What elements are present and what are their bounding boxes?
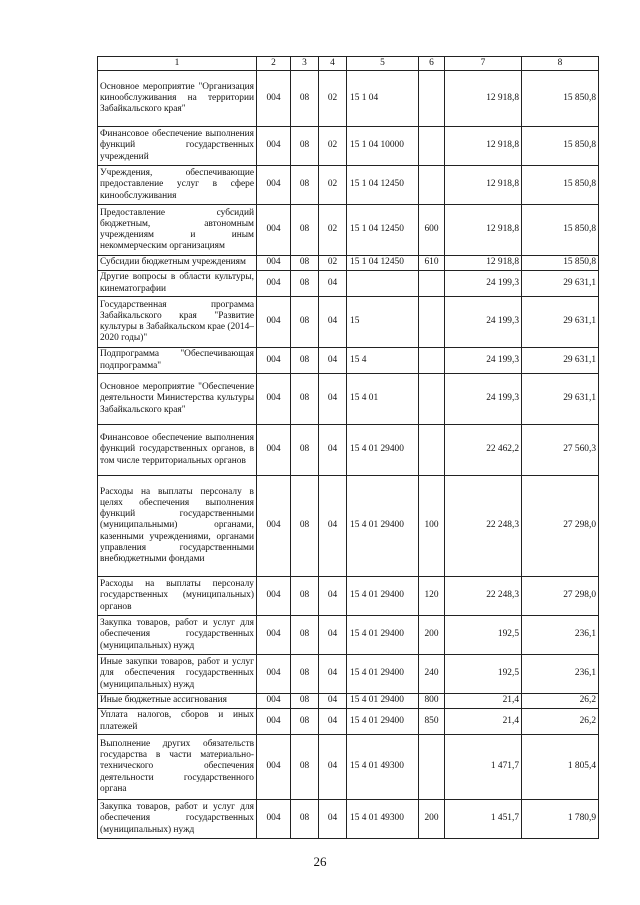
row-expense-type-cell: [419, 271, 445, 297]
table-row: [98, 476, 599, 577]
row-expense-type-cell: 600: [419, 205, 445, 256]
row-expense-type-cell: 200: [419, 616, 445, 655]
row-name-cell: Закупка товаров, работ и услуг для обеспечения государственных (муниципальных) нужд: [98, 616, 257, 655]
row-subsection-cell: 04: [319, 348, 347, 374]
row-admin-cell: 004: [257, 374, 291, 425]
row-name-cell: Субсидии бюджетным учреждениям: [98, 256, 257, 271]
row-section-cell: 08: [291, 71, 319, 127]
row-subsection-cell: 02: [319, 205, 347, 256]
table-row: [98, 425, 599, 476]
row-amount-cell: 192,5: [445, 616, 522, 655]
row-name-cell: Иные закупки товаров, работ и услуг для обеспечения государственных (муниципальных) нужд: [98, 655, 257, 694]
row-section-cell: 08: [291, 800, 319, 839]
row-admin-cell: 004: [257, 735, 291, 800]
row-target-code-cell: 15 4 01 29400: [347, 694, 419, 709]
row-expense-type-cell: [419, 425, 445, 476]
row-admin-cell: 004: [257, 271, 291, 297]
table-row: [98, 205, 599, 256]
row-amount-cell: 15 850,8: [522, 71, 599, 127]
header-cell: 8: [522, 57, 599, 71]
row-subsection-cell: 04: [319, 616, 347, 655]
row-name-cell: Финансовое обеспечение выполнения функций государственных учреждений: [98, 127, 257, 166]
row-expense-type-cell: [419, 348, 445, 374]
row-amount-cell: 21,4: [445, 709, 522, 735]
row-amount-cell: 27 560,3: [522, 425, 599, 476]
row-section-cell: 08: [291, 205, 319, 256]
row-amount-cell: 22 248,3: [445, 476, 522, 577]
row-admin-cell: 004: [257, 616, 291, 655]
table-row: [98, 71, 599, 127]
row-amount-cell: 236,1: [522, 655, 599, 694]
row-amount-cell: 12 918,8: [445, 127, 522, 166]
row-section-cell: 08: [291, 616, 319, 655]
row-section-cell: 08: [291, 271, 319, 297]
table-row: [98, 256, 599, 271]
row-amount-cell: 29 631,1: [522, 271, 599, 297]
row-admin-cell: 004: [257, 476, 291, 577]
row-name-cell: Расходы на выплаты персоналу государственных (муниципальных) органов: [98, 577, 257, 616]
row-section-cell: 08: [291, 256, 319, 271]
table-row: [98, 616, 599, 655]
row-subsection-cell: 04: [319, 709, 347, 735]
row-name-cell: Выполнение других обязательств государства в части материально-технического обеспечения деятельности государственного органа: [98, 735, 257, 800]
row-subsection-cell: 02: [319, 256, 347, 271]
row-name-cell: Закупка товаров, работ и услуг для обеспечения государственных (муниципальных) нужд: [98, 800, 257, 839]
row-section-cell: 08: [291, 577, 319, 616]
row-amount-cell: 24 199,3: [445, 374, 522, 425]
row-admin-cell: 004: [257, 577, 291, 616]
row-admin-cell: 004: [257, 166, 291, 205]
row-name-cell: Расходы на выплаты персоналу в целях обеспечения выполнения функций государственными (муниципальными) органами, казенными учреждениями, органами управления государственными внебюджетными фондами: [98, 476, 257, 577]
row-section-cell: 08: [291, 348, 319, 374]
row-expense-type-cell: [419, 735, 445, 800]
row-admin-cell: 004: [257, 127, 291, 166]
row-target-code-cell: 15 1 04 12450: [347, 166, 419, 205]
row-subsection-cell: 04: [319, 655, 347, 694]
row-amount-cell: 15 850,8: [522, 166, 599, 205]
table-body: [98, 57, 599, 839]
header-cell: 3: [291, 57, 319, 71]
row-name-cell: Учреждения, обеспечивающие предоставление услуг в сфере кинообслуживания: [98, 166, 257, 205]
row-admin-cell: 004: [257, 655, 291, 694]
row-section-cell: 08: [291, 374, 319, 425]
row-name-cell: Основное мероприятие "Организация кинообслуживания на территории Забайкальского края": [98, 71, 257, 127]
row-amount-cell: 27 298,0: [522, 476, 599, 577]
row-admin-cell: 004: [257, 709, 291, 735]
header-cell: 6: [419, 57, 445, 71]
row-amount-cell: 27 298,0: [522, 577, 599, 616]
row-amount-cell: 12 918,8: [445, 256, 522, 271]
row-target-code-cell: 15 1 04: [347, 71, 419, 127]
row-target-code-cell: 15 4 01 49300: [347, 735, 419, 800]
row-amount-cell: 12 918,8: [445, 205, 522, 256]
row-subsection-cell: 04: [319, 694, 347, 709]
row-section-cell: 08: [291, 709, 319, 735]
row-target-code-cell: 15 4 01 29400: [347, 616, 419, 655]
row-admin-cell: 004: [257, 425, 291, 476]
row-amount-cell: 236,1: [522, 616, 599, 655]
table-row: [98, 374, 599, 425]
row-subsection-cell: 04: [319, 271, 347, 297]
header-cell: 5: [347, 57, 419, 71]
row-target-code-cell: 15 1 04 10000: [347, 127, 419, 166]
row-target-code-cell: 15 1 04 12450: [347, 205, 419, 256]
row-amount-cell: 24 199,3: [445, 271, 522, 297]
row-target-code-cell: 15 4: [347, 348, 419, 374]
row-admin-cell: 004: [257, 800, 291, 839]
row-section-cell: 08: [291, 735, 319, 800]
row-subsection-cell: 04: [319, 577, 347, 616]
header-cell: 4: [319, 57, 347, 71]
row-expense-type-cell: 200: [419, 800, 445, 839]
row-admin-cell: 004: [257, 71, 291, 127]
table-row: [98, 735, 599, 800]
table-row: [98, 127, 599, 166]
row-name-cell: Уплата налогов, сборов и иных платежей: [98, 709, 257, 735]
row-subsection-cell: 04: [319, 476, 347, 577]
row-section-cell: 08: [291, 297, 319, 348]
row-amount-cell: 24 199,3: [445, 348, 522, 374]
row-amount-cell: 15 850,8: [522, 127, 599, 166]
row-amount-cell: 12 918,8: [445, 71, 522, 127]
row-subsection-cell: 02: [319, 166, 347, 205]
row-amount-cell: 26,2: [522, 709, 599, 735]
row-amount-cell: 1 471,7: [445, 735, 522, 800]
row-target-code-cell: 15 1 04 12450: [347, 256, 419, 271]
row-target-code-cell: 15 4 01 29400: [347, 476, 419, 577]
row-amount-cell: 15 850,8: [522, 205, 599, 256]
table-row: [98, 655, 599, 694]
row-section-cell: 08: [291, 694, 319, 709]
row-amount-cell: 29 631,1: [522, 348, 599, 374]
row-expense-type-cell: [419, 297, 445, 348]
row-amount-cell: 1 805,4: [522, 735, 599, 800]
row-section-cell: 08: [291, 425, 319, 476]
row-name-cell: Финансовое обеспечение выполнения функций государственных органов, в том числе территориальных органов: [98, 425, 257, 476]
row-admin-cell: 004: [257, 205, 291, 256]
header-cell: 1: [98, 57, 257, 71]
page-number: 26: [313, 854, 327, 869]
row-expense-type-cell: 800: [419, 694, 445, 709]
row-amount-cell: 24 199,3: [445, 297, 522, 348]
row-amount-cell: 1 451,7: [445, 800, 522, 839]
budget-table: [97, 56, 599, 839]
row-expense-type-cell: [419, 166, 445, 205]
header-row: [98, 57, 599, 71]
row-target-code-cell: 15 4 01 49300: [347, 800, 419, 839]
row-amount-cell: 22 462,2: [445, 425, 522, 476]
table-row: [98, 709, 599, 735]
row-subsection-cell: 02: [319, 71, 347, 127]
row-admin-cell: 004: [257, 297, 291, 348]
row-admin-cell: 004: [257, 694, 291, 709]
row-subsection-cell: 04: [319, 800, 347, 839]
row-target-code-cell: 15 4 01: [347, 374, 419, 425]
table-row: [98, 297, 599, 348]
table-row: [98, 694, 599, 709]
row-name-cell: Предоставление субсидий бюджетным, автономным учреждениям и иным некоммерческим организациям: [98, 205, 257, 256]
row-admin-cell: 004: [257, 348, 291, 374]
table-row: [98, 577, 599, 616]
row-name-cell: Основное мероприятие "Обеспечение деятельности Министерства культуры Забайкальского края": [98, 374, 257, 425]
row-expense-type-cell: [419, 374, 445, 425]
row-subsection-cell: 04: [319, 735, 347, 800]
row-amount-cell: 15 850,8: [522, 256, 599, 271]
row-target-code-cell: 15 4 01 29400: [347, 709, 419, 735]
row-expense-type-cell: 610: [419, 256, 445, 271]
header-cell: 7: [445, 57, 522, 71]
row-name-cell: Подпрограмма "Обеспечивающая подпрограмма": [98, 348, 257, 374]
row-amount-cell: 29 631,1: [522, 297, 599, 348]
row-amount-cell: 1 780,9: [522, 800, 599, 839]
row-name-cell: Государственная программа Забайкальского края "Развитие культуры в Забайкальском крае (2014–2020 годы)": [98, 297, 257, 348]
row-amount-cell: 22 248,3: [445, 577, 522, 616]
row-target-code-cell: 15 4 01 29400: [347, 655, 419, 694]
row-target-code-cell: 15: [347, 297, 419, 348]
row-name-cell: Другие вопросы в области культуры, кинематографии: [98, 271, 257, 297]
row-expense-type-cell: 240: [419, 655, 445, 694]
row-name-cell: Иные бюджетные ассигнования: [98, 694, 257, 709]
row-subsection-cell: 04: [319, 425, 347, 476]
row-target-code-cell: 15 4 01 29400: [347, 425, 419, 476]
row-expense-type-cell: 850: [419, 709, 445, 735]
row-expense-type-cell: [419, 127, 445, 166]
row-section-cell: 08: [291, 127, 319, 166]
row-target-code-cell: [347, 271, 419, 297]
header-cell: 2: [257, 57, 291, 71]
table-row: [98, 271, 599, 297]
row-section-cell: 08: [291, 655, 319, 694]
table-row: [98, 800, 599, 839]
row-target-code-cell: 15 4 01 29400: [347, 577, 419, 616]
row-amount-cell: 192,5: [445, 655, 522, 694]
row-subsection-cell: 04: [319, 297, 347, 348]
row-amount-cell: 12 918,8: [445, 166, 522, 205]
row-subsection-cell: 04: [319, 374, 347, 425]
row-expense-type-cell: 120: [419, 577, 445, 616]
table-row: [98, 166, 599, 205]
row-amount-cell: 21,4: [445, 694, 522, 709]
row-expense-type-cell: 100: [419, 476, 445, 577]
row-section-cell: 08: [291, 166, 319, 205]
row-subsection-cell: 02: [319, 127, 347, 166]
row-amount-cell: 29 631,1: [522, 374, 599, 425]
row-expense-type-cell: [419, 71, 445, 127]
table-row: [98, 348, 599, 374]
row-amount-cell: 26,2: [522, 694, 599, 709]
row-section-cell: 08: [291, 476, 319, 577]
row-admin-cell: 004: [257, 256, 291, 271]
